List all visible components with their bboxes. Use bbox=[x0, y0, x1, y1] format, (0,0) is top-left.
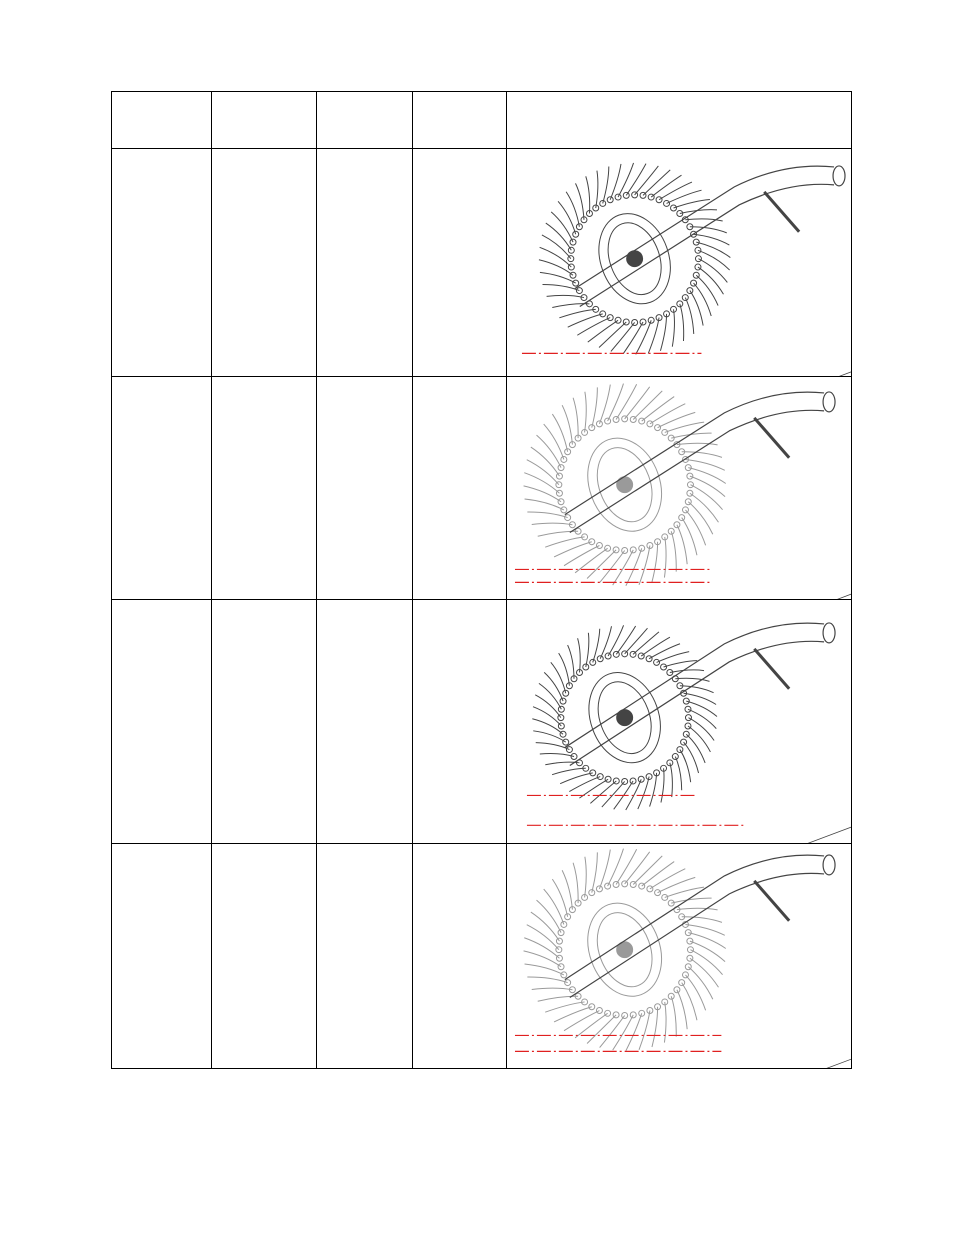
rake-wheel-diagram-icon bbox=[507, 600, 851, 843]
row3-cell-1 bbox=[112, 599, 212, 843]
row3-figure-cell bbox=[507, 599, 852, 843]
row4-figure-cell bbox=[507, 843, 852, 1068]
settings-table bbox=[111, 91, 852, 1069]
row1-cell-1 bbox=[112, 149, 212, 377]
row2-cell-4 bbox=[413, 377, 507, 599]
row2-cell-2 bbox=[212, 377, 317, 599]
row1-cell-4 bbox=[413, 149, 507, 377]
header-cell-4 bbox=[413, 92, 507, 149]
header-row bbox=[112, 92, 852, 149]
row1-cell-2 bbox=[212, 149, 317, 377]
header-cell-1 bbox=[112, 92, 212, 149]
rake-wheel-diagram-icon bbox=[507, 844, 851, 1068]
header-cell-5 bbox=[507, 92, 852, 149]
header-cell-3 bbox=[317, 92, 413, 149]
row3-cell-4 bbox=[413, 599, 507, 843]
row2-figure-cell bbox=[507, 377, 852, 599]
rake-wheel-diagram-icon bbox=[507, 149, 851, 376]
header-cell-2 bbox=[212, 92, 317, 149]
row4-cell-4 bbox=[413, 843, 507, 1068]
row2-cell-3 bbox=[317, 377, 413, 599]
row4-cell-1 bbox=[112, 843, 212, 1068]
row4-cell-3 bbox=[317, 843, 413, 1068]
rake-wheel-diagram-icon bbox=[507, 377, 851, 598]
table-row bbox=[112, 843, 852, 1068]
row2-cell-1 bbox=[112, 377, 212, 599]
table-row bbox=[112, 599, 852, 843]
row1-cell-3 bbox=[317, 149, 413, 377]
row3-cell-2 bbox=[212, 599, 317, 843]
table-row bbox=[112, 377, 852, 599]
row3-cell-3 bbox=[317, 599, 413, 843]
row4-cell-2 bbox=[212, 843, 317, 1068]
table-row bbox=[112, 149, 852, 377]
row1-figure-cell bbox=[507, 149, 852, 377]
